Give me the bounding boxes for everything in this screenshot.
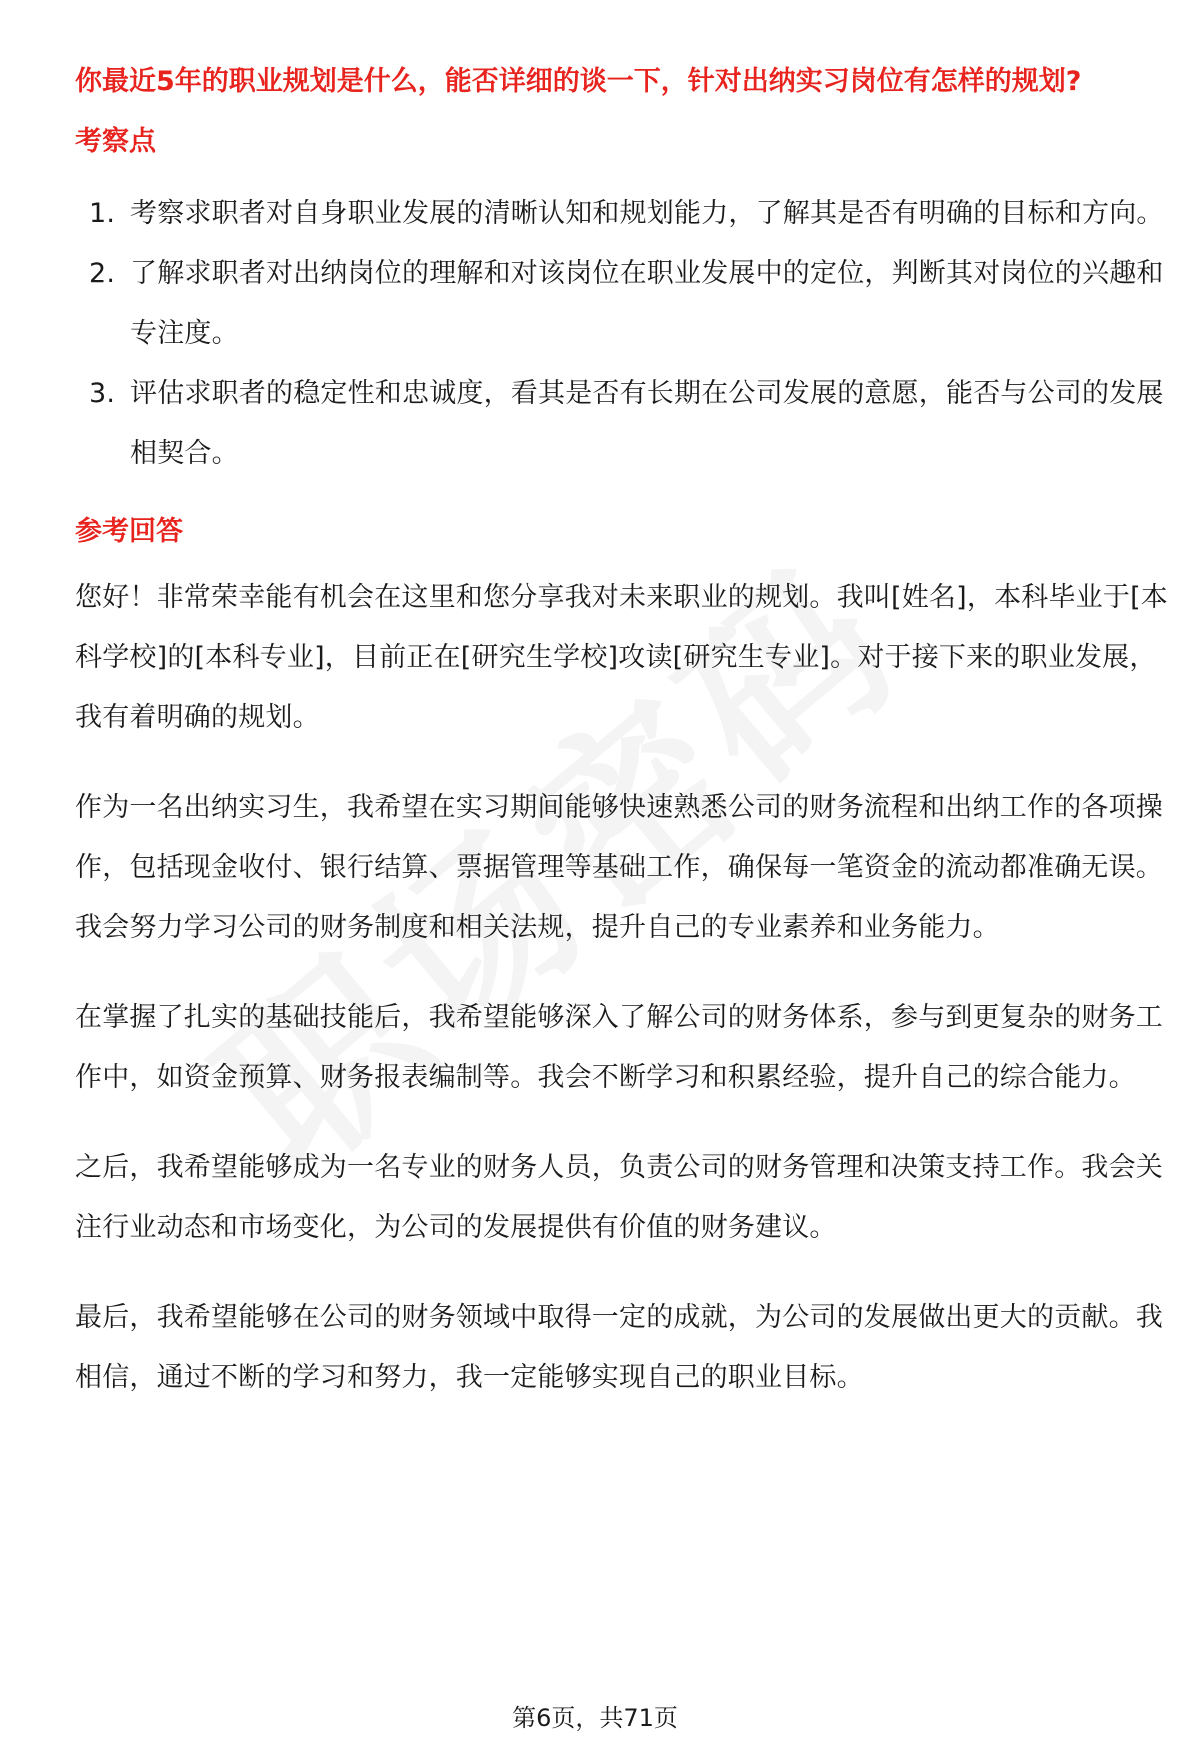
answer-paragraph: 之后，我希望能够成为一名专业的财务人员，负责公司的财务管理和决策支持工作。我会关注行业动态和市场变化，为公司的发展提供有价值的财务建议。 [75,1152,1163,1243]
answer-title: 参考回答 [75,516,183,547]
list-number: 3. [89,378,116,409]
list-number: 2. [89,258,116,289]
list-item [75,364,1180,484]
list-item [75,244,1180,364]
answer-paragraph: 在掌握了扎实的基础技能后，我希望能够深入了解公司的财务体系，参与到更复杂的财务工作中，如资金预算、财务报表编制等。我会不断学习和积累经验，提升自己的综合能力。 [75,1002,1163,1093]
list-item-text: 考察求职者对自身职业发展的清晰认知和规划能力，了解其是否有明确的目标和方向。 [130,198,1164,229]
assessment-list [75,184,1164,484]
answer-paragraph: 作为一名出纳实习生，我希望在实习期间能够快速熟悉公司的财务流程和出纳工作的各项操作，包括现金收付、银行结算、票据管理等基础工作，确保每一笔资金的流动都准确无误。我会努力学习公司的财务制度和相关法规，提升自己的专业素养和业务能力。 [75,792,1163,943]
list-item-text: 评估求职者的稳定性和忠诚度，看其是否有长期在公司发展的意愿，能否与公司的发展相契合。 [130,378,1164,469]
page-number: 第6页，共71页 [512,1704,678,1732]
list-item-text: 了解求职者对出纳岗位的理解和对该岗位在职业发展中的定位，判断其对岗位的兴趣和专注度。 [130,258,1164,349]
answer-paragraph: 您好！非常荣幸能有机会在这里和您分享我对未来职业的规划。我叫[姓名]，本科毕业于[本科学校]的[本科专业]，目前正在[研究生学校]攻读[研究生专业]。对于接下来的职业发展，我有着明确的规划。 [75,582,1168,733]
assessment-title: 考察点 [75,126,156,157]
list-item [75,184,1180,244]
list-number: 1. [89,198,116,229]
question-heading: 你最近5年的职业规划是什么，能否详细的谈一下，针对出纳实习岗位有怎样的规划? [75,66,1082,97]
answer-paragraph: 最后，我希望能够在公司的财务领域中取得一定的成就，为公司的发展做出更大的贡献。我相信，通过不断的学习和努力，我一定能够实现自己的职业目标。 [75,1302,1163,1393]
